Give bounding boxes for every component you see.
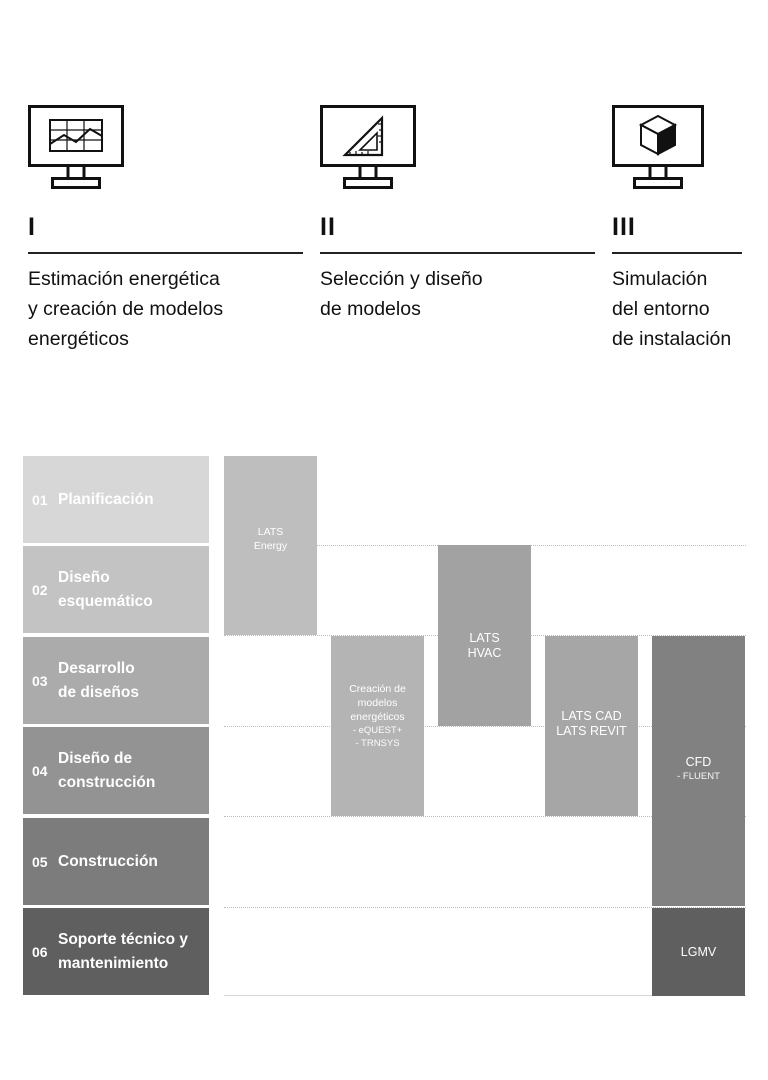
tool-name: Creación de modelos energéticos — [349, 683, 406, 723]
stage-label: Desarrollo de diseños — [58, 659, 139, 701]
stage-row-diseno-esquematico — [23, 546, 209, 633]
tool-lats-cad-revit — [545, 636, 638, 816]
phase-divider — [320, 252, 595, 254]
tool-name: LATS CAD LATS REVIT — [556, 709, 627, 738]
phase-divider — [612, 252, 742, 254]
stage-row-soporte — [23, 908, 209, 995]
stage-row-construccion — [23, 818, 209, 905]
tool-name: CFD — [685, 755, 712, 769]
stage-row-desarrollo — [23, 637, 209, 724]
stage-label: Diseño de construcción — [58, 749, 156, 791]
stage-label: Construcción — [58, 852, 158, 870]
tool-lats-energy — [224, 456, 317, 635]
phase-numeral: II — [320, 213, 336, 241]
stage-number: 05 — [32, 853, 48, 870]
stage-label: Diseño esquemático — [58, 568, 153, 610]
stage-number: 01 — [32, 491, 48, 508]
stage-row-diseno-construccion — [23, 727, 209, 814]
stage-label: Soporte técnico y mantenimiento — [58, 930, 189, 972]
cube-monitor-icon — [612, 104, 708, 190]
tool-cfd — [652, 636, 745, 906]
stage-number: 03 — [32, 672, 48, 689]
stage-number: 02 — [32, 581, 48, 598]
tool-creacion-modelos — [331, 636, 424, 816]
tool-subtitle: - FLUENT — [677, 771, 720, 782]
phase-numeral: III — [612, 213, 636, 241]
tool-lgmv — [652, 908, 745, 996]
tool-name: LATS Energy — [253, 525, 288, 552]
phase-title: Estimación energética y creación de modelos energéticos — [28, 268, 224, 350]
stage-label: Planificación — [58, 490, 154, 508]
phase-numeral: I — [28, 213, 36, 241]
tool-name: LATS HVAC — [467, 630, 502, 660]
phase-divider — [28, 252, 303, 254]
stage-number: 04 — [32, 762, 48, 779]
tool-lats-hvac — [438, 545, 531, 726]
triangle-ruler-monitor-icon — [320, 104, 416, 190]
tool-subtitle: - eQUEST+ - TRNSYS — [352, 725, 403, 749]
tool-name: LGMV — [680, 944, 717, 959]
stage-row-planificacion — [23, 456, 209, 543]
phase-title: Simulación del entorno de instalación — [612, 268, 732, 350]
chart-monitor-icon — [28, 104, 124, 190]
stage-number: 06 — [32, 943, 48, 960]
phase-title: Selección y diseño de modelos — [320, 268, 483, 320]
